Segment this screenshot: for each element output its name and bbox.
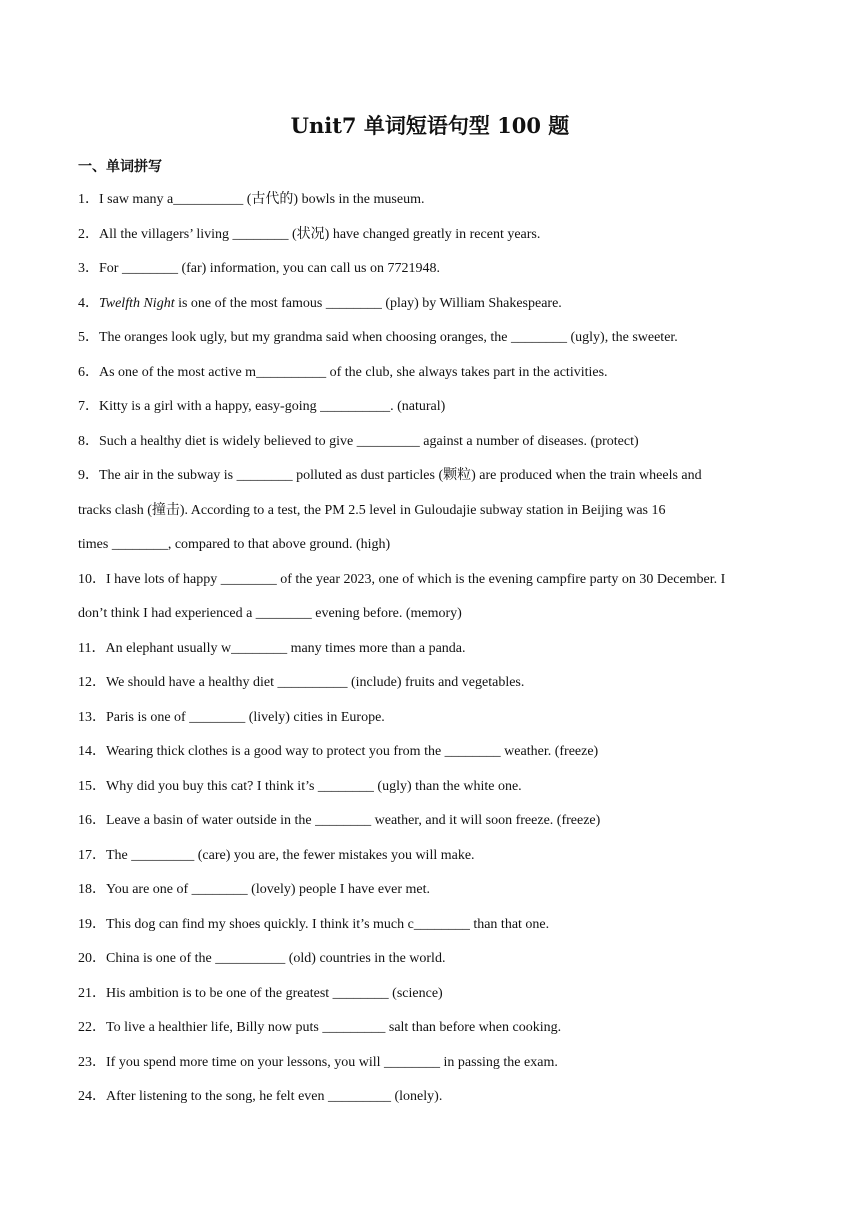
question-line <box>78 291 798 326</box>
question-continuation <box>78 498 798 533</box>
question-text: His ambition is to be one of the greatest ________ (science) <box>106 985 443 1001</box>
question-number: 19． <box>78 916 106 932</box>
question-line <box>78 774 798 809</box>
question-number: 1． <box>78 192 99 207</box>
question-number: 7． <box>78 399 99 414</box>
question-number: 18． <box>78 882 106 897</box>
question-text: Paris is one of ________ (lively) cities in Europe. <box>106 709 385 725</box>
question-line <box>78 325 798 360</box>
question-number: 12． <box>78 675 106 690</box>
question-text: We should have a healthy diet __________ (include) fruits and vegetables. <box>106 675 525 690</box>
question-number: 17． <box>78 847 106 863</box>
question-text: After listening to the song, he felt even _________ (lonely). <box>106 1089 443 1104</box>
question-text: As one of the most active m__________ of the club, she always takes part in the activities. <box>99 364 608 380</box>
question-text: An elephant usually w________ many times more than a panda. <box>105 640 466 656</box>
question-line <box>78 463 798 498</box>
question-line <box>78 946 798 981</box>
question-line <box>78 705 798 740</box>
question-text: Why did you buy this cat? I think it’s ________ (ugly) than the white one. <box>106 778 522 794</box>
question-line <box>78 636 798 671</box>
question-text: The _________ (care) you are, the fewer mistakes you will make. <box>106 847 475 863</box>
question-text: Leave a basin of water outside in the ________ weather, and it will soon freeze. (freeze) <box>106 813 601 828</box>
question-number: 4． <box>78 295 99 311</box>
question-text: Wearing thick clothes is a good way to protect you from the ________ weather. (freeze) <box>106 744 599 759</box>
question-text: This dog can find my shoes quickly. I think it’s much c________ than that one. <box>106 916 550 932</box>
question-line <box>78 843 798 878</box>
question-text: times ________, compared to that above ground. (high) <box>78 537 391 552</box>
question-number: 8． <box>78 433 99 449</box>
question-text: Such a healthy diet is widely believed to give _________ against a number of diseases. (protect) <box>99 433 639 449</box>
question-continuation <box>78 532 798 567</box>
question-line <box>78 670 798 705</box>
question-text: don’t think I had experienced a ________ evening before. (memory) <box>78 606 462 621</box>
question-line <box>78 1015 798 1050</box>
question-text: I saw many a__________ (古代的) bowls in the museum. <box>99 192 425 207</box>
question-line <box>78 981 798 1016</box>
question-number: 16． <box>78 813 106 828</box>
question-text: To live a healthier life, Billy now puts _________ salt than before when cooking. <box>106 1020 562 1035</box>
question-line <box>78 222 798 257</box>
question-number: 22． <box>78 1020 106 1035</box>
question-number: 3． <box>78 261 99 276</box>
question-text: You are one of ________ (lovely) people I have ever met. <box>106 882 430 897</box>
question-text: For ________ (far) information, you can call us on 7721948. <box>99 261 440 276</box>
question-line <box>78 877 798 912</box>
question-text: I have lots of happy ________ of the year 2023, one of which is the evening campfire party on 30 December. I <box>106 571 726 587</box>
question-text: tracks clash (撞击). According to a test, the PM 2.5 level in Guloudajie subway station in Beijing was 16 <box>78 502 666 518</box>
question-line <box>78 1084 798 1119</box>
question-number: 6． <box>78 364 99 380</box>
question-text: Kitty is a girl with a happy, easy-going __________. (natural) <box>99 399 446 414</box>
question-number: 9． <box>78 468 99 483</box>
question-line <box>78 808 798 843</box>
question-line <box>78 912 798 947</box>
page-title: Unit7 单词短语句型 100 题 <box>290 113 570 138</box>
play-title: Twelfth Night <box>99 295 175 311</box>
question-text: All the villagers’ living ________ (状况) have changed greatly in recent years. <box>99 226 541 242</box>
question-number: 15． <box>78 778 106 794</box>
question-continuation <box>78 601 798 636</box>
question-number: 11． <box>78 640 106 656</box>
question-number: 14． <box>78 744 106 759</box>
question-number: 5． <box>78 330 99 345</box>
question-text: If you spend more time on your lessons, you will ________ in passing the exam. <box>106 1054 558 1070</box>
question-number: 2． <box>78 226 99 242</box>
question-number: 21． <box>78 985 106 1001</box>
question-text: China is one of the __________ (old) countries in the world. <box>106 951 446 966</box>
question-line <box>78 360 798 395</box>
question-line <box>78 739 798 774</box>
question-line <box>78 256 798 291</box>
question-line <box>78 187 798 222</box>
question-number: 10． <box>78 571 106 587</box>
question-text: The air in the subway is ________ polluted as dust particles (颗粒) are produced when the train wheels and <box>99 468 702 483</box>
section-heading: 一、单词拼写 <box>78 159 162 175</box>
question-line <box>78 1050 798 1085</box>
question-list <box>78 187 798 1119</box>
question-line <box>78 567 798 602</box>
question-line <box>78 429 798 464</box>
question-number: 23． <box>78 1054 106 1070</box>
question-number: 20． <box>78 951 106 966</box>
question-number: 24． <box>78 1089 106 1104</box>
question-text: The oranges look ugly, but my grandma said when choosing oranges, the ________ (ugly), the sweeter. <box>99 330 678 345</box>
question-number: 13． <box>78 709 106 725</box>
question-text: is one of the most famous ________ (play) by William Shakespeare. <box>174 295 562 311</box>
question-line <box>78 394 798 429</box>
